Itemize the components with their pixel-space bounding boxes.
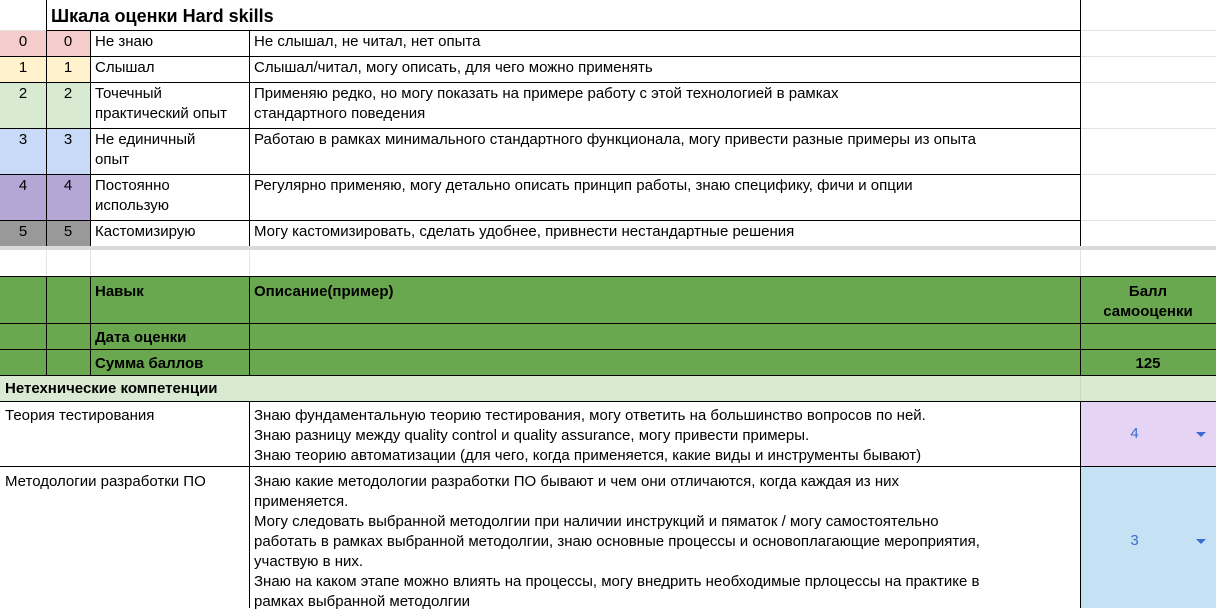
scale-code-cell[interactable]: 3: [0, 129, 46, 174]
scale-score-cell[interactable]: 2: [46, 83, 90, 128]
border: [0, 128, 1080, 129]
scale-code-cell[interactable]: 0: [0, 31, 46, 56]
scale-level-description[interactable]: Регулярно применяю, могу детально описать принцип работы, знаю специфику, фичи и опции: [254, 177, 913, 194]
scale-level-description[interactable]: Слышал/читал, могу описать, для чего можно применять: [254, 59, 653, 76]
scale-level-description[interactable]: Не слышал, не читал, нет опыта: [254, 33, 481, 50]
header-skill[interactable]: Навык: [95, 283, 144, 300]
grid-line: [249, 250, 250, 276]
description-line: Знаю какие методологии разработки ПО бывают и чем они отличаются, когда каждая из них: [254, 473, 899, 490]
scale-score-cell[interactable]: 3: [46, 129, 90, 174]
description-line: работать в рамках выбранной методолгии, знаю основные процессы и основоплагающие мероприятия,: [254, 533, 980, 550]
scale-level-name[interactable]: Кастомизирую: [95, 223, 196, 240]
header-description[interactable]: Описание(пример): [254, 283, 394, 300]
border: [46, 276, 47, 376]
scale-score-cell[interactable]: 1: [46, 57, 90, 82]
border: [90, 276, 91, 376]
score-dropdown[interactable]: [1081, 402, 1216, 466]
grid-line: [46, 250, 47, 276]
total-value[interactable]: 125: [1135, 355, 1161, 372]
description-line: Знаю теорию автоматизации (для чего, когда применяется, какие виды и инструменты бывают): [254, 447, 922, 464]
border: [46, 30, 1080, 31]
scale-code-cell[interactable]: 1: [0, 57, 46, 82]
scale-level-name[interactable]: Слышал: [95, 59, 155, 76]
description-line: участвую в них.: [254, 553, 364, 570]
border: [1080, 0, 1081, 247]
scale-code-cell[interactable]: 5: [0, 221, 46, 246]
grid-line: [1080, 220, 1216, 221]
chevron-down-icon[interactable]: [1196, 539, 1206, 544]
scale-code-cell[interactable]: 2: [0, 83, 46, 128]
border: [1080, 276, 1081, 376]
scale-level-name[interactable]: Постоянно использую: [95, 177, 170, 214]
border: [0, 276, 1216, 277]
grid-line: [1080, 128, 1216, 129]
scale-level-description[interactable]: Применяю редко, но могу показать на примере работу с этой технологией в рамках стандартного поведения: [254, 85, 839, 122]
description-line: применяется.: [254, 493, 349, 510]
border: [249, 276, 250, 376]
score-dropdown[interactable]: [1081, 467, 1216, 608]
border: [249, 31, 250, 247]
scale-level-description[interactable]: Работаю в рамках минимального стандартного функционала, могу привести разные примеры из опыта: [254, 131, 976, 148]
skill-description[interactable]: [249, 471, 1080, 608]
header-self-score[interactable]: Балл самооценки: [1103, 283, 1193, 320]
description-line: Знаю разницу между quality control и quality assurance, могу привести примеры.: [254, 427, 810, 444]
scale-code-cell[interactable]: 4: [0, 175, 46, 220]
description-line: рамках выбранной методолгии: [254, 593, 470, 610]
scale-score-cell[interactable]: 0: [46, 31, 90, 56]
section-title[interactable]: Нетехнические компетенции: [5, 380, 218, 397]
scale-level-name[interactable]: Не знаю: [95, 33, 154, 50]
score-value: 3: [1130, 532, 1139, 549]
scale-level-description[interactable]: Могу кастомизировать, сделать удобнее, привнести нестандартные решения: [254, 223, 795, 240]
grid-line: [1080, 56, 1216, 57]
border: [0, 349, 1216, 350]
description-line: Могу следовать выбранной методолгии при наличии инструкций и пяматок / могу самостоятельно: [254, 513, 939, 530]
scale-score-cell[interactable]: 4: [46, 175, 90, 220]
border: [0, 401, 1216, 402]
border: [0, 323, 1216, 324]
total-label[interactable]: Сумма баллов: [95, 355, 204, 372]
border: [0, 56, 1080, 57]
grid-line: [1080, 30, 1216, 31]
scale-title: Шкала оценки Hard skills: [51, 6, 274, 26]
scale-score-cell[interactable]: 5: [46, 221, 90, 246]
grid-line: [1080, 174, 1216, 175]
description-line: Знаю фундаментальную теорию тестирования, могу ответить на большинство вопросов по ней.: [254, 407, 926, 424]
skill-name[interactable]: Методологии разработки ПО: [5, 473, 206, 490]
scale-level-name[interactable]: Не единичный опыт: [95, 131, 196, 168]
border: [0, 174, 1080, 175]
border: [249, 402, 250, 608]
border: [1080, 402, 1081, 608]
chevron-down-icon[interactable]: [1196, 432, 1206, 437]
grid-line: [0, 30, 46, 31]
skill-name[interactable]: Теория тестирования: [5, 407, 155, 424]
scale-level-name[interactable]: Точечный практический опыт: [95, 85, 228, 122]
border: [46, 0, 47, 247]
border: [1080, 376, 1081, 401]
grid-line: [1080, 82, 1216, 83]
skill-description[interactable]: [249, 405, 1080, 465]
score-value: 4: [1130, 425, 1139, 442]
border: [0, 82, 1080, 83]
border: [90, 31, 91, 247]
border: [0, 466, 1216, 467]
frozen-rows-divider[interactable]: [0, 246, 1216, 250]
grid-line: [90, 250, 91, 276]
description-line: Знаю на каком этапе можно влиять на процессы, могу внедрить необходимые прлоцессы на практике в: [254, 573, 980, 590]
date-label[interactable]: Дата оценки: [95, 329, 187, 346]
grid-line: [1080, 250, 1081, 276]
border: [0, 220, 1080, 221]
